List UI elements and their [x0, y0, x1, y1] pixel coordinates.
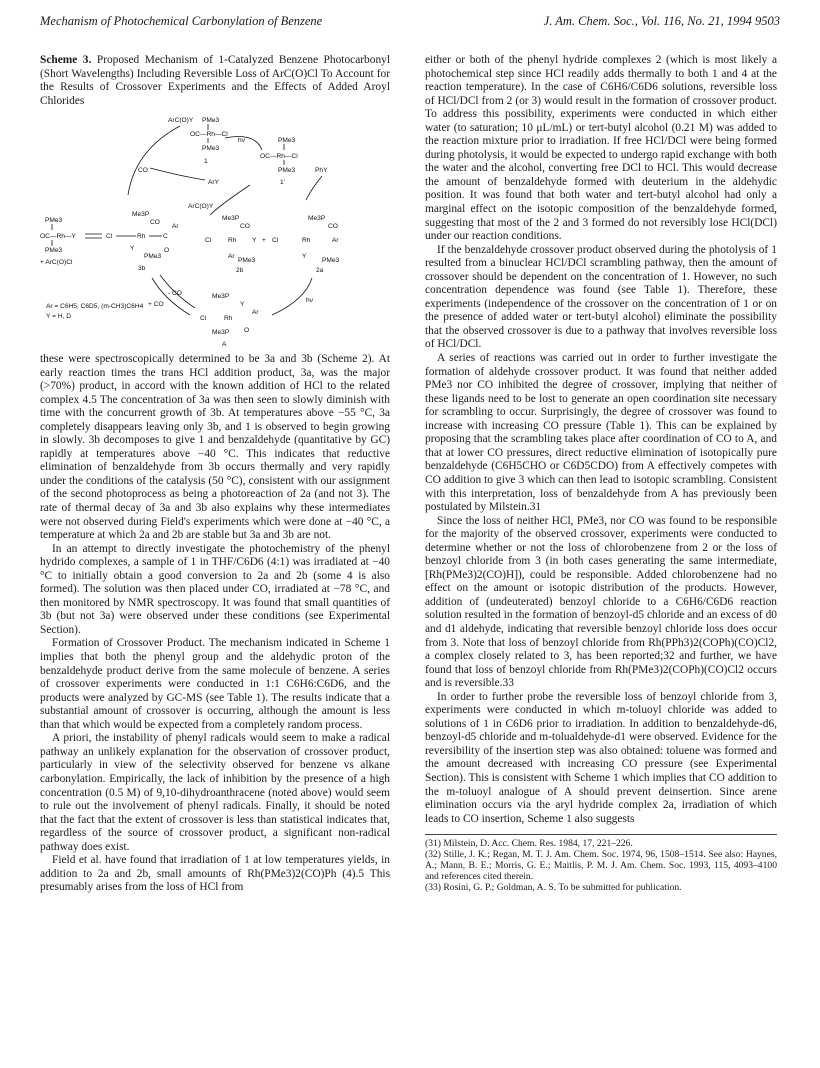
left-paragraph-5: Field et al. have found that irradiation of 1 at low temperatures yields, in addition to 2a and 2b, small amounts of Rh(PMe3)2(CO)Ph (4).5 This presumably arises from the loss of HCl from — [40, 854, 390, 894]
scheme-label-c-3b: C — [163, 233, 168, 240]
scheme-label-pme3-a: PMe3 — [202, 117, 220, 124]
scheme-label-rh-2a: Rh — [302, 237, 311, 244]
scheme-caption-text: Proposed Mechanism of 1-Catalyzed Benzene Photocarbonyl (Short Wavelengths) Including Reversible Loss of ArC(O)Cl To Account for the Results of Crossover Experiments and the Effects of Added Aroyl Chlorides — [40, 54, 390, 107]
scheme-label-co-3b: CO — [150, 219, 160, 226]
scheme-label-y-2b: Y — [252, 237, 257, 244]
journal-citation: J. Am. Chem. Soc., Vol. 116, No. 21, 1994 9503 — [543, 14, 780, 28]
right-paragraph-3: A series of reactions was carried out in order to further investigate the formation of aldehyde crossover product. It was found that neither added PMe3 nor CO inhibited the degree of crossover, implying that neither of these ligands need to be lost to generate an open coordination site necessary for scrambling to occur. Surprisingly, the degree of crossover was found to increase with increasing CO pressure (Table 1). This can be explained by proposing that the scrambling takes place after coordination of CO to A, and that at lower CO pressures, direct reductive elimination of isotopically pure benzaldehyde (C6H5CHO or C6D5CDO) from A effectively competes with CO addition to give 3 which can then lead to isotopic scrambling. Consistent with this interpretation, loss of benzaldehyde from A has previously been postulated by Milstein.31 — [425, 352, 777, 514]
scheme-label-me3p-c: Me3P — [308, 215, 326, 222]
scheme-label-2a: 2a — [316, 267, 324, 274]
scheme-label-cl-A: Cl — [200, 315, 207, 322]
scheme-label-3b: 3b — [138, 265, 146, 272]
scheme-def-ar: Ar = C6H5, C6D5, (m-CH3)C6H4 — [46, 303, 144, 310]
scheme-label-cl-2b: Cl — [205, 237, 212, 244]
right-paragraph-1: either or both of the phenyl hydride complexes 2 (which is most likely a photochemical step since HCl readily adds thermally to both 1 and 4 at the reaction temperature). In the case of C6H6/C6D6 solutions, reversible loss of HCl/DCl from 2 (or 3) would result in the formation of crossover product. To address this possibility, experiments were conducted in which either water (to saturation; 10 μL/mL) or tert-butyl alcohol (0.21 M) was added to the reaction mixture prior to irradiation. If free HCl/DCl were being formed during photolysis, it would be expected to undergo rapid exchange with both the water and the alcohol, converting free DCl to HCl. This would decrease the amount of benzaldehyde formed with deuterium in the aldehydic position. It was found that both water and tert-butyl alcohol had only a marginal effect on the isotopic composition of the benzaldehyde formed, suggesting that most of the 2 and 3 formed do not reversibly lose HCl(DCl) under our reaction conditions. — [425, 54, 777, 243]
left-paragraph-1: these were spectroscopically determined to be 3a and 3b (Scheme 2). At early reaction times the trans HCl addition product, 3a, was the major (>70%) product, in accord with the known addition of HCl to the related complex 4.5 The concentration of 3a was then seen to slowly diminish with time with the concurrent growth of 3b. At temperatures above −55 °C, 3a completely disappears leaving only 3b, and 1 is observed to begin growing in slowly. 3b decomposes to give 1 and benzaldehyde (quantitative by GC) rapidly at temperatures above −40 °C. This indicates that reductive elimination of benzaldehyde from 3b occurs thermally and very rapidly under the conditions of the catalysis (50 °C), consistent with our assignment of the second photoprocess as being a photoreaction of 2a (and not 3). The rate of thermal decay of 3a and 3b also explains why these intermediates were not observed during Field's experiments which were done at −40 °C, a temperature at which 2a and 2b are stable but 3a and 3b are not. — [40, 353, 390, 542]
scheme-label-hv-bottom: hν — [306, 297, 313, 304]
scheme-label-rh-3b: Rh — [137, 233, 146, 240]
scheme-label-ar-2a: Ar — [332, 237, 339, 244]
scheme-caption — [40, 54, 390, 108]
scheme-label-pme3-h: PMe3 — [238, 257, 256, 264]
scheme-label-2b: 2b — [236, 267, 244, 274]
left-column — [40, 54, 390, 895]
scheme-label-y-A: Y — [240, 301, 245, 308]
running-title: Mechanism of Photochemical Carbonylation of Benzene — [40, 14, 323, 28]
scheme-label-pme3-d: PMe3 — [278, 167, 296, 174]
scheme-label-co-2b: CO — [240, 223, 250, 230]
reference-32: (32) Stille, J. K.; Regan, M. T. J. Am. Chem. Soc. 1974, 96, 1508–1514. See also: Haynes, A.; Mann, B. E.; Morris, G. E.; Maitlis, P. M. J. Am. Chem. Soc. 1993, 115, 4093–4100 and references cited therein. — [425, 849, 777, 883]
left-paragraph-2: In an attempt to directly investigate the photochemistry of the phenyl hydrido complexes, a sample of 1 in THF/C6D6 (4:1) was irradiated at −40 °C to initially obtain a good conversion to 2a and 2b (some 4 is also formed). The solution was then placed under CO, irradiated at −78 °C, and then monitored by NMR spectroscopy. It was found that small quantities of 3b (but not 3a) were observed under these conditions (see Experimental Section). — [40, 542, 390, 636]
scheme-label-ary: ArY — [208, 179, 219, 186]
scheme-label-oc-rh-y: OC—Rh—Y — [40, 233, 76, 240]
scheme-label-arcoy-top: ArC(O)Y — [168, 117, 194, 124]
scheme-label-o-3b: O — [164, 247, 170, 254]
scheme-label-complex1: OC—Rh—Cl — [190, 131, 228, 138]
scheme-label-y-3b: Y — [130, 245, 135, 252]
scheme-label-arcoy-mid: ArC(O)Y — [188, 203, 214, 210]
scheme-label-pme3-c: PMe3 — [278, 137, 296, 144]
scheme-label-ar-2b: Ar — [228, 253, 235, 260]
scheme-label-ar-A: Ar — [252, 309, 259, 316]
scheme-label-minus-co: - CO — [168, 290, 182, 297]
scheme-label-me3p-b: Me3P — [222, 215, 240, 222]
left-paragraph-4: A priori, the instability of phenyl radicals would seem to make a radical pathway an unlikely explanation for the observation of crossover product, particularly in view of the selectivity observed for benzene vs alkane carbonylation. Empirically, the lack of inhibition by the presence of a high concentration (0.5 M) of 9,10-dihydroanthracene (noted above) would seem to rule out the involvement of phenyl radicals. Finally, it should be noted that the fact that the extent of crossover is less than statistical indicates that, regardless of the source of crossover product, a significant non-radical pathway does exist. — [40, 732, 390, 853]
right-column — [425, 54, 777, 893]
scheme-label-me3p-a: Me3P — [132, 211, 150, 218]
scheme-label-pme3-b: PMe3 — [202, 145, 220, 152]
scheme-label-co-top: CO — [138, 167, 148, 174]
scheme-def-y: Y = H, D — [46, 313, 71, 320]
scheme-label-plus-2: + — [262, 237, 266, 244]
footnote-references — [425, 834, 777, 893]
left-paragraph-3: Formation of Crossover Product. The mechanism indicated in Scheme 1 implies that both the phenyl group and the aldehydic proton of the benzaldehyde product derive from the same molecule of benzene. A series of crossover experiments were conducted in 1:1 C6H6:C6D6, and the products were analyzed by GC-MS (see Table 1). The results indicate that a substantial amount of crossover is occurring, although the amount is less than that which would be expected from a completely random process. — [40, 637, 390, 731]
scheme-label-rh-A: Rh — [224, 315, 233, 322]
scheme-label-plus-co: + CO — [148, 301, 164, 308]
scheme-label-cl-2a: Cl — [272, 237, 279, 244]
right-paragraph-2: If the benzaldehyde crossover product observed during the photolysis of 1 resulted from a binuclear HCl/DCl scrambling pathway, then the amount of crossover should be dependent on the concentration of 1. However, no such concentration dependence was found (see Table 1). Therefore, these experiments (independence of the crossover on the concentration of 1 or on the presence of added water or tert-butyl alcohol) eliminate the possibility that the observed crossover is due to a pathway that involves reversible loss of HCl/DCl. — [425, 243, 777, 351]
scheme-label-complex1-prime: OC—Rh—Cl — [260, 153, 298, 160]
running-header — [40, 14, 780, 32]
scheme-label-me3p-e: Me3P — [212, 329, 230, 336]
scheme-label-ar-3b: Ar — [172, 223, 179, 230]
right-paragraph-5: In order to further probe the reversible loss of benzoyl chloride from 3, experiments were conducted in which m-toluoyl chloride was added to solutions of 1 in C6D6 prior to irradiation. In addition to benzaldehyde-d6, benzoyl-d5 chloride and m-tolualdehyde-d1 were observed. Evidence for the reversibility of the insertion step was also obtained: toluene was formed and the amount decreased with increasing CO pressure (see Experimental Section). This is consistent with Scheme 1 which implies that CO addition to the m-toluoyl analogue of A should prevent deinsertion. Since arene elimination occurs via the aryl hydride complex 2a, irradiation of which leads to CO insertion, Scheme 1 also suggests — [425, 690, 777, 825]
scheme-label-phy: PhY — [315, 167, 328, 174]
scheme-label-pme3-e: PMe3 — [45, 217, 63, 224]
scheme-label-co-2a: CO — [328, 223, 338, 230]
scheme-label-hv-top: hν — [238, 137, 245, 144]
scheme-label-pme3-g: PMe3 — [144, 253, 162, 260]
scheme-3-diagram — [40, 110, 390, 347]
scheme-label-plus-arcocl: + ArC(O)Cl — [40, 259, 73, 266]
scheme-label-pme3-f: PMe3 — [45, 247, 63, 254]
scheme-label-rh-2b: Rh — [228, 237, 237, 244]
scheme-label-pme3-i: PMe3 — [322, 257, 340, 264]
scheme-label-1: 1 — [204, 158, 208, 165]
scheme-label-1-prime: 1' — [280, 179, 285, 186]
scheme-label-cl-3b: Cl — [106, 233, 113, 240]
scheme-label-y-2a: Y — [302, 253, 307, 260]
reference-31: (31) Milstein, D. Acc. Chem. Res. 1984, 17, 221–226. — [425, 838, 633, 850]
scheme-label-me3p-d: Me3P — [212, 293, 230, 300]
reference-33: (33) Rosini, G. P.; Goldman, A. S. To be submitted for publication. — [425, 882, 682, 894]
scheme-label-o-A: O — [244, 327, 250, 334]
right-paragraph-4: Since the loss of neither HCl, PMe3, nor CO was found to be responsible for the majority of the observed crossover, experiments were conducted to determine whether or not the loss of chlorobenzene from 2 or the loss of benzoyl chloride from 3 (in both cases generating the same intermediate, [Rh(PMe3)2(CO)H]), could be responsible. Added chlorobenzene had no effect on the amount or isotopic distribution of the products. However, addition of (undeuterated) benzoyl chloride to a C6H6/C6D6 reaction solution resulted in the formation of benzoyl-d5 chloride and an excess of d0 and d1 aldehyde, indicating that reversible benzoyl chloride loss does occur from 3. Note that loss of benzoyl chloride from Rh(PPh3)2(COPh)(CO)Cl2, a complex closely related to 3, has been reported;32 and further, we have found that loss of benzoyl chloride from Rh(PMe3)2(COPh)(CO)Cl2 occurs and is reversible.33 — [425, 514, 777, 690]
scheme-label: Scheme 3. — [40, 54, 92, 66]
scheme-label-A: A — [222, 341, 227, 347]
